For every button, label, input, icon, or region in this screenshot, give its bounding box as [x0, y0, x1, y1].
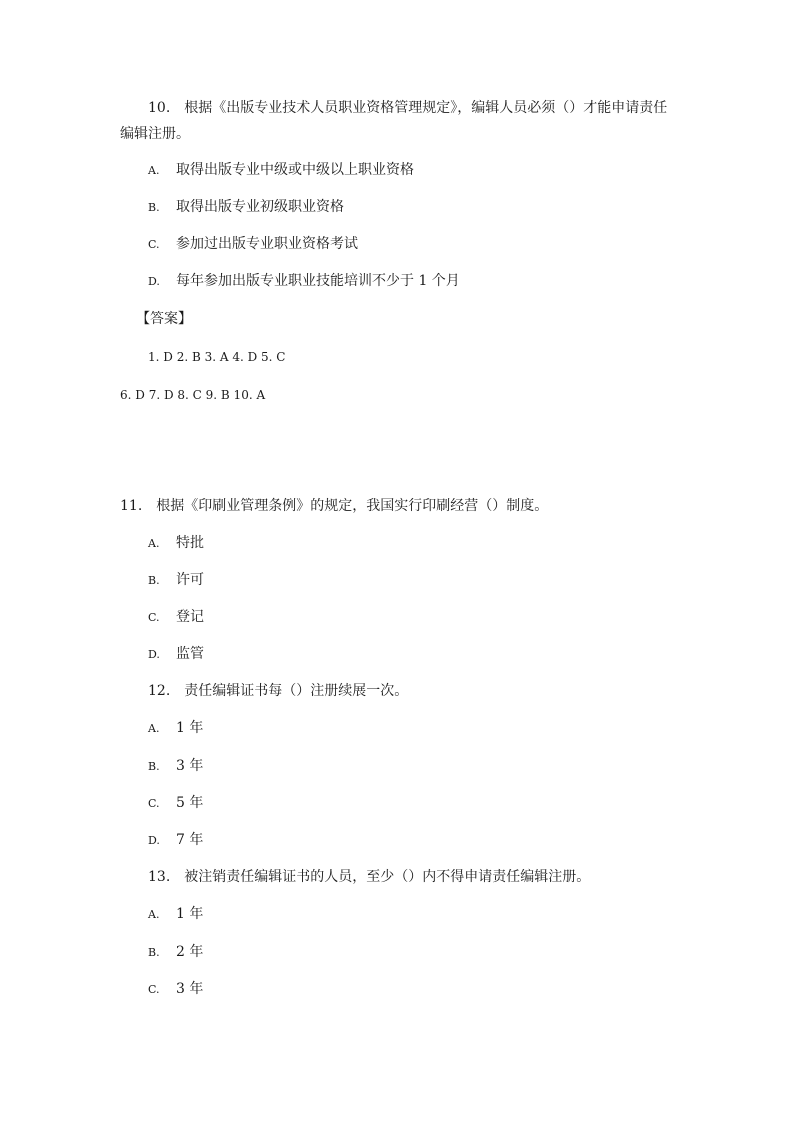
- q13-option-a-text: 1 年: [176, 906, 204, 922]
- q10-stem-line1: [148, 98, 667, 118]
- q12-stem: [148, 681, 408, 701]
- q11-option-b: [148, 570, 204, 591]
- q13-option-b: [148, 942, 203, 963]
- q13-stem: [148, 867, 590, 887]
- q13-option-c-text: 3 年: [176, 981, 204, 997]
- q13-option-b-letter: B.: [148, 946, 160, 959]
- q10-option-b: [148, 197, 344, 218]
- q10-stem-text: 根据《出版专业技术人员职业资格管理规定》，编辑人员必须（）才能申请责任: [184, 100, 668, 116]
- q12-option-b-text: 3 年: [176, 758, 204, 774]
- answers-line-1: 1. D 2. B 3. A 4. D 5. C: [148, 350, 286, 364]
- q12-number: 12.: [148, 683, 171, 699]
- q12-option-d-text: 7 年: [176, 832, 204, 848]
- q10-option-c-letter: C.: [148, 238, 160, 251]
- q12-option-c-text: 5 年: [176, 795, 204, 811]
- q13-option-c: [148, 979, 203, 1000]
- q10-option-b-text: 取得出版专业初级职业资格: [176, 199, 344, 215]
- q10-option-a-letter: A.: [148, 164, 160, 177]
- q11-option-c-text: 登记: [176, 609, 204, 625]
- q11-option-d-letter: D.: [148, 648, 160, 661]
- q13-option-c-letter: C.: [148, 983, 160, 996]
- q11-option-b-letter: B.: [148, 574, 160, 587]
- answers-line-2: 6. D 7. D 8. C 9. B 10. A: [120, 388, 266, 402]
- q12-option-a-text: 1 年: [176, 720, 204, 736]
- q10-option-b-letter: B.: [148, 201, 160, 214]
- q10-option-a: [148, 160, 414, 181]
- q10-option-d-text: 每年参加出版专业职业技能培训不少于 1 个月: [176, 273, 460, 289]
- q12-stem-text: 责任编辑证书每（）注册续展一次。: [184, 683, 409, 699]
- q10-option-d-letter: D.: [148, 275, 160, 288]
- q11-option-a-letter: A.: [148, 537, 160, 550]
- q12-option-c-letter: C.: [148, 797, 160, 810]
- q11-option-c-letter: C.: [148, 611, 160, 624]
- q11-option-b-text: 许可: [176, 572, 204, 588]
- q11-option-d-text: 监管: [176, 646, 204, 662]
- q11-number: 11.: [120, 498, 143, 514]
- q10-option-c: [148, 234, 358, 255]
- q12-option-a: [148, 718, 203, 739]
- q12-option-a-letter: A.: [148, 722, 160, 735]
- q11-stem: [120, 496, 548, 516]
- q13-stem-text: 被注销责任编辑证书的人员，至少（）内不得申请责任编辑注册。: [184, 869, 591, 885]
- q11-option-a-text: 特批: [176, 535, 204, 551]
- q13-option-b-text: 2 年: [176, 944, 204, 960]
- q11-option-c: [148, 607, 204, 628]
- answers-heading: 【答案】: [136, 311, 192, 327]
- q12-option-d: [148, 830, 203, 851]
- q10-stem-line2: 编辑注册。: [120, 126, 190, 142]
- q13-option-a: [148, 904, 203, 925]
- q11-stem-text: 根据《印刷业管理条例》的规定，我国实行印刷经营（）制度。: [156, 498, 549, 514]
- q11-option-d: [148, 644, 204, 665]
- q10-number: 10.: [148, 100, 171, 116]
- q12-option-d-letter: D.: [148, 834, 160, 847]
- q12-option-b: [148, 756, 203, 777]
- q13-option-a-letter: A.: [148, 908, 160, 921]
- q11-option-a: [148, 533, 204, 554]
- q10-option-d: [148, 271, 460, 292]
- q10-option-a-text: 取得出版专业中级或中级以上职业资格: [176, 162, 414, 178]
- q13-number: 13.: [148, 869, 171, 885]
- q10-option-c-text: 参加过出版专业职业资格考试: [176, 236, 358, 252]
- q12-option-c: [148, 793, 203, 814]
- q12-option-b-letter: B.: [148, 760, 160, 773]
